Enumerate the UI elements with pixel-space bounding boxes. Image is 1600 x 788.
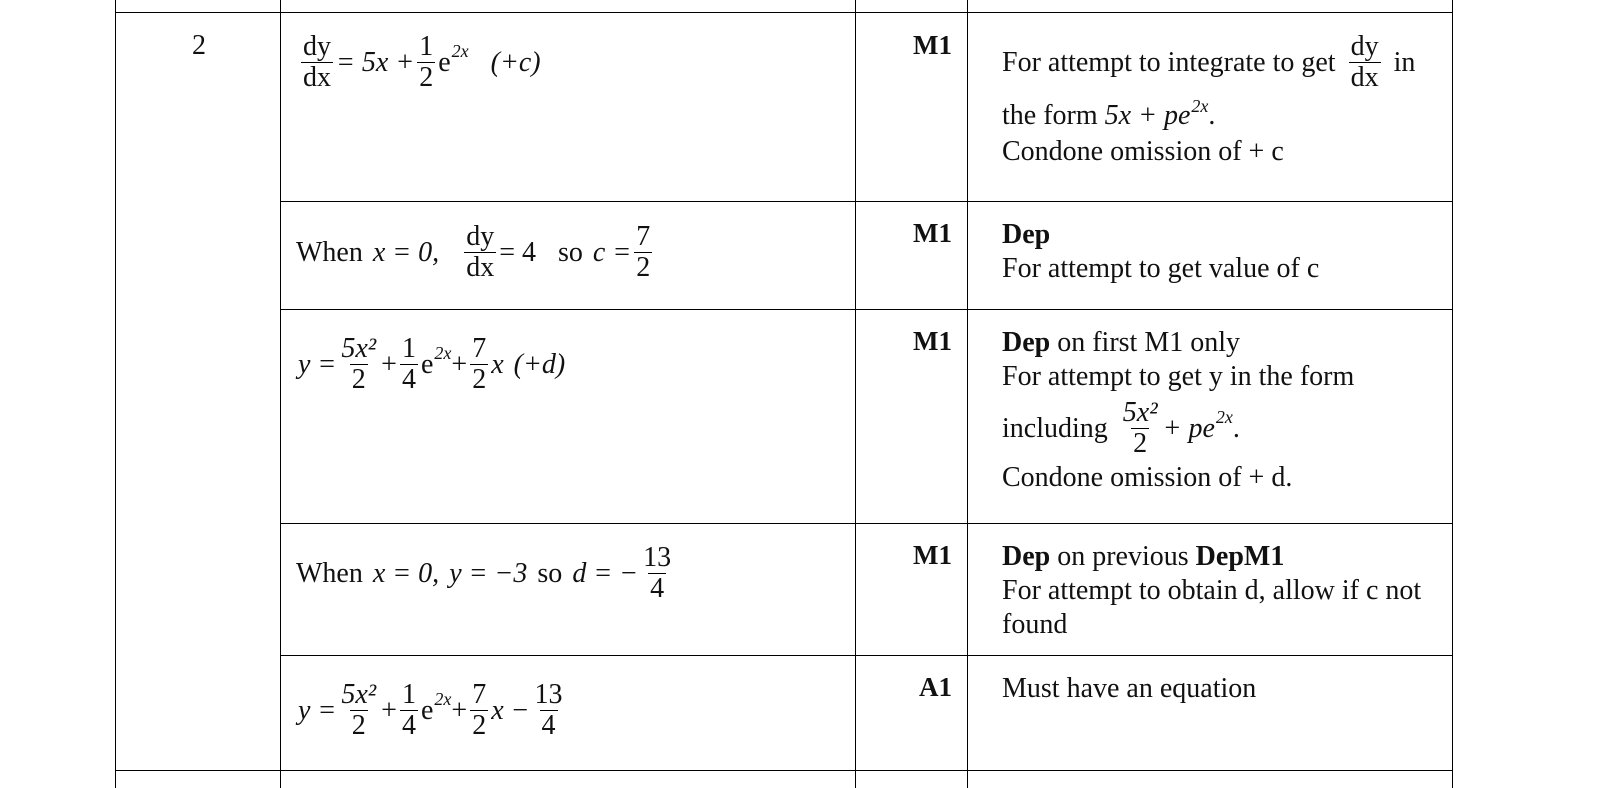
working-row-3: y = $\frac{\text{5x²}}{2}$ + $\frac{1}{4}$ e 2x + $\frac{7}{2}$ x (+d) xyxy=(298,333,566,395)
working-row-5: y = $\frac{\text{5x²}}{2}$ + $\frac{1}{4}$ e 2x + $\frac{7}{2}$ x − $\frac{13}{4}$ xyxy=(298,679,563,741)
guidance-row-4: Dep on previous DepM1 For attempt to obtain d, allow if c not found xyxy=(1002,541,1422,640)
row-divider xyxy=(280,655,1453,656)
mark-row-2: M1 xyxy=(913,218,952,248)
guidance-row-1: For attempt to integrate to get $\frac{dy}{dx}$ in the form $5x + pe^{2x}$. Condone omission of + c xyxy=(1002,31,1416,167)
question-number: 2 xyxy=(192,30,206,61)
row-divider xyxy=(280,523,1453,524)
mark-row-4: M1 xyxy=(913,540,952,570)
working-row-2: When x = 0, $\frac{dy}{dx}$ = 4 so c = $\frac{7}{2}$ xyxy=(296,221,651,283)
mark-row-1: M1 xyxy=(913,30,952,60)
row-divider xyxy=(280,201,1453,202)
table-border-col3 xyxy=(855,0,856,788)
table-border-left xyxy=(115,0,116,788)
working-row-1: $\frac{dy}{dx}$ = 5x + $\frac{1}{2}$ e 2x (+c) xyxy=(303,31,541,93)
guidance-row-2: Dep For attempt to get value of c xyxy=(1002,219,1320,284)
guidance-row-3: Dep on first M1 only For attempt to get y in the form including $\frac{\text{5x²}}{2}$ + pe 2x . Condone omission of + d. xyxy=(1002,327,1355,493)
row-divider xyxy=(280,309,1453,310)
row-divider-top xyxy=(115,12,1453,13)
mark-row-5: A1 xyxy=(919,672,952,702)
table-border-col4 xyxy=(967,0,968,788)
guidance-row-5: Must have an equation xyxy=(1002,673,1257,704)
working-row-4: When x = 0, y = −3 so d = − $\frac{13}{4}$ xyxy=(296,542,672,604)
row-divider-bottom xyxy=(115,770,1453,771)
table-border-col2 xyxy=(280,0,281,788)
mark-row-3: M1 xyxy=(913,326,952,356)
